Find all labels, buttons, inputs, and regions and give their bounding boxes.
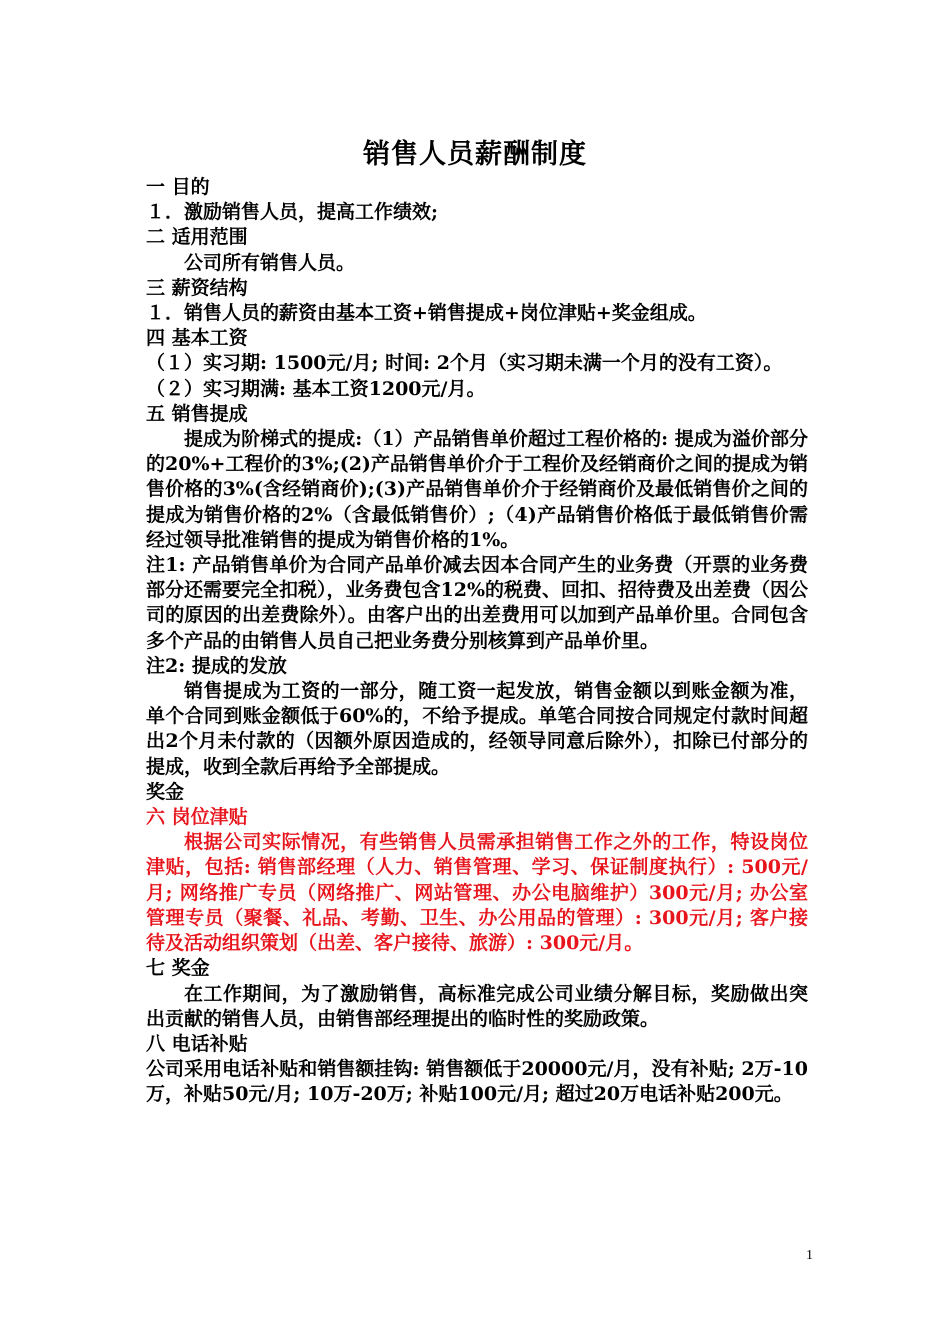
document-body	[146, 175, 808, 1108]
bonus-text: 在工作期间，为了激励销售，高标准完成公司业绩分解目标，奖励做出突出贡献的销售人员，由销售部经理提出的临时性的奖励政策。	[146, 982, 808, 1030]
structure-item: １．销售人员的薪资由基本工资+销售提成+岗位津贴+奖金组成。	[146, 302, 707, 325]
note-2-heading: 注2: 提成的发放	[146, 654, 287, 677]
note-1: 注1: 产品销售单价为合同产品单价减去因本合同产生的业务费（开票的业务费部分还需要完全扣税），业务费包含12%的税费、回扣、招待费及出差费（因公司的原因的出差费除外）。由客户出的出差费用可以加到产品单价里。合同包含多个产品的由销售人员自己把业务费分别核算到产品单价里。	[146, 554, 808, 652]
purpose-item: １．激励销售人员，提高工作绩效;	[146, 201, 439, 224]
section-heading-bonus: 七 奖金	[146, 957, 210, 980]
section-heading-purpose: 一 目的	[146, 176, 210, 198]
page-number: 1	[806, 1248, 813, 1263]
section-heading-structure: 三 薪资结构	[146, 276, 248, 299]
commission-text: 提成为阶梯式的提成:（1）产品销售单价超过工程价格的: 提成为溢价部分的20%+工程价的3%;(2)产品销售单价介于工程价及经销商价之间的提成为销售价格的3%(含经销商价);(3)产品销售单价介于经销商价及最低销售价之间的提成为销售价格的2%（含最低销售价）;（4)产品销售价格低于最低销售价需经过领导批准销售的提成为销售价格的1%。	[146, 428, 808, 551]
section-heading-phone-subsidy: 八 电话补贴	[146, 1032, 248, 1055]
section-heading-scope: 二 适用范围	[146, 226, 248, 249]
scope-text: 公司所有销售人员。	[184, 251, 356, 274]
section-heading-commission: 五 销售提成	[146, 402, 248, 425]
section-heading-allowance: 六 岗位津贴	[146, 806, 248, 829]
base-salary-item-1: （１）实习期: 1500元/月; 时间: 2个月（实习期未满一个月的没有工资）。	[146, 352, 783, 375]
note-2-text: 销售提成为工资的一部分，随工资一起发放，销售金额以到账金额为准，单个合同到账金额低于60%的，不给予提成。单笔合同按合同规定付款时间超出2个月未付款的（因额外原因造成的，经领导同意后除外），扣除已付部分的提成，收到全款后再给予全部提成。	[146, 680, 808, 778]
phone-subsidy-text: 公司采用电话补贴和销售额挂钩: 销售额低于20000元/月，没有补贴; 2万-10万，补贴50元/月; 10万-20万; 补贴100元/月; 超过20万电话补贴200元。	[146, 1058, 808, 1106]
bonus-label: 奖金	[146, 780, 185, 803]
section-heading-base-salary: 四 基本工资	[146, 327, 248, 350]
allowance-text: 根据公司实际情况，有些销售人员需承担销售工作之外的工作，特设岗位津贴，包括: 销售部经理（人力、销售管理、学习、保证制度执行）: 500元/月; 网络推广专员（网络推广、网站管理、办公电脑维护）300元/月; 办公室管理专员（聚餐、礼品、考勤、卫生、办公用品的管理）: 300元/月; 客户接待及活动组织策划（出差、客户接待、旅游）: 300元/月。	[146, 831, 808, 955]
base-salary-item-2: （２）实习期满: 基本工资1200元/月。	[146, 377, 486, 400]
document-title: 销售人员薪酬制度	[363, 139, 587, 170]
